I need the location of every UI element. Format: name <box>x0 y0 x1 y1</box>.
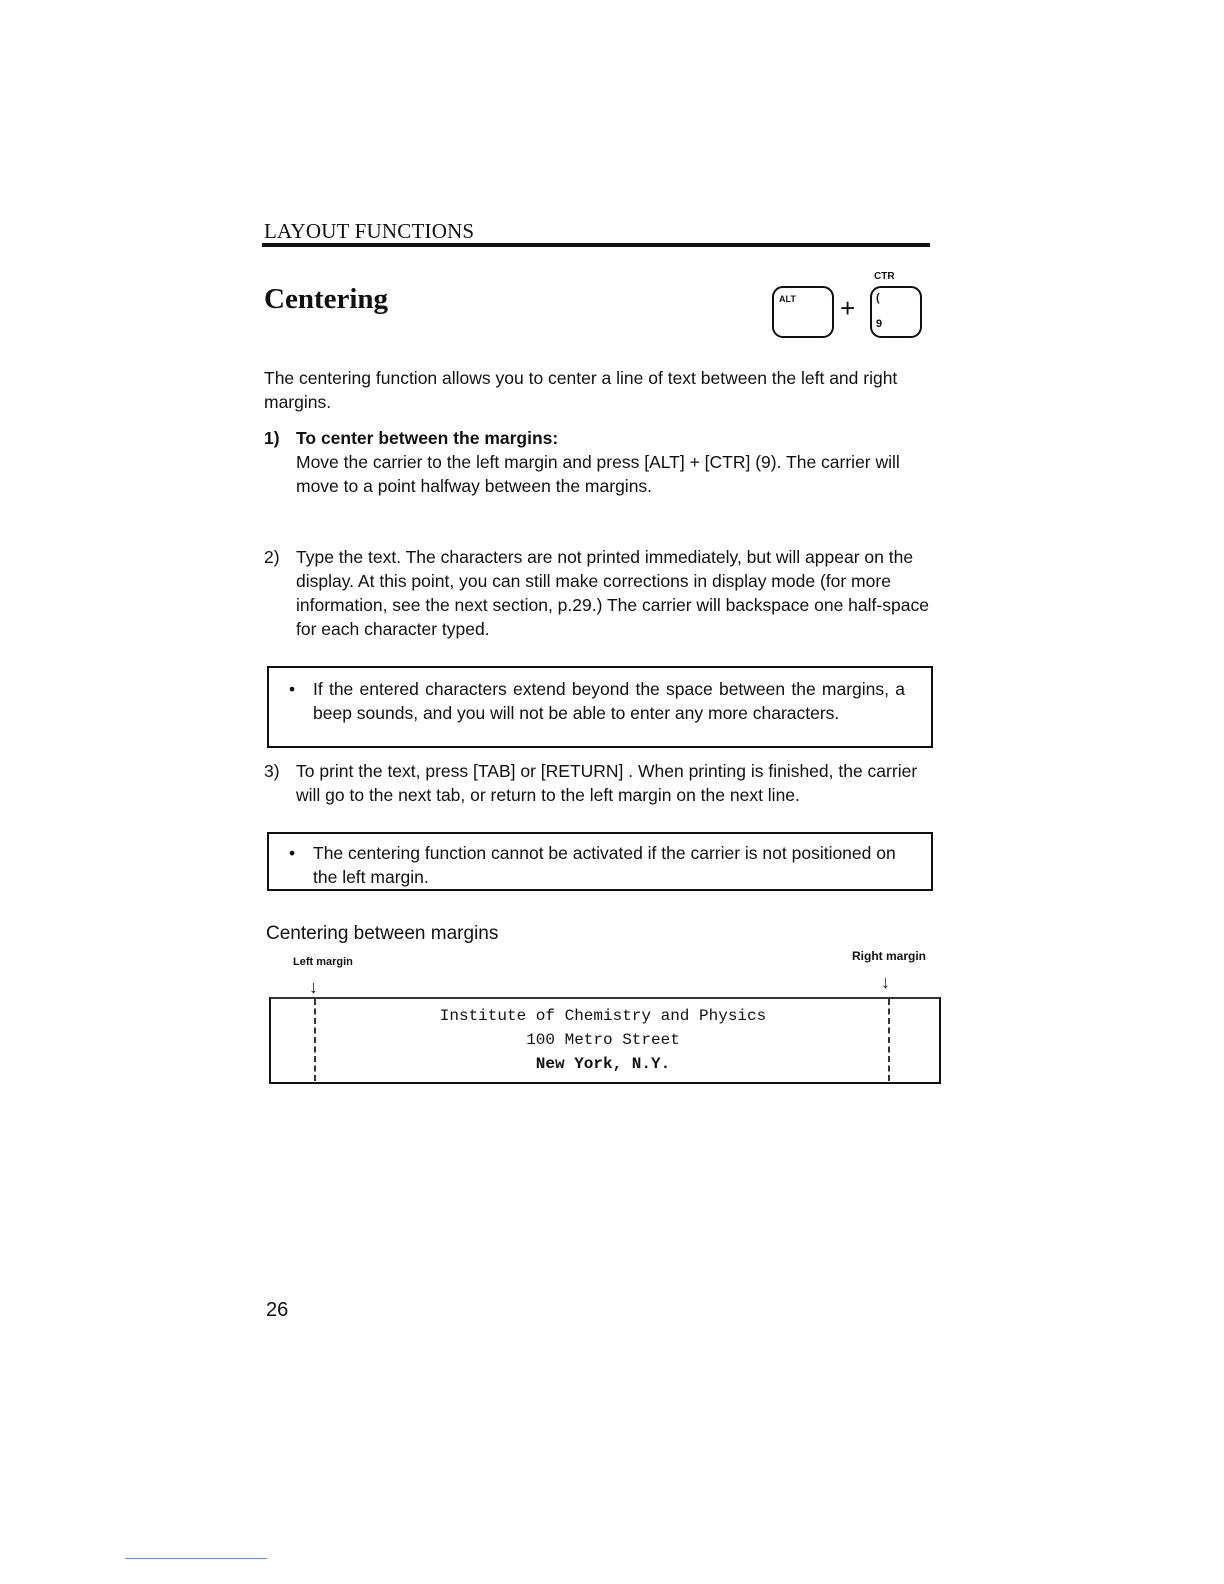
page-number: 26 <box>266 1299 289 1321</box>
step-1-body: Move the carrier to the left margin and press [ALT] + [CTR] (9). The carrier will move to a point halfway between the margins. <box>296 452 900 496</box>
step-1-number: 1) <box>264 428 280 448</box>
diagram-title: Centering between margins <box>266 923 499 944</box>
intro-paragraph: The centering function allows you to center a line of text between the left and right margins. <box>264 368 898 412</box>
step-3-body: To print the text, press [TAB] or [RETURN] . When printing is finished, the carrier will go to the next tab, or return to the left margin on the next line. <box>296 761 918 805</box>
note-1-text: If the entered characters extend beyond the space between the margins, a beep sounds, and you will not be able to enter any more characters. <box>313 679 905 723</box>
note-2-text: The centering function cannot be activated if the carrier is not positioned on the left margin. <box>313 843 896 887</box>
ctr-caption: CTR <box>874 271 895 282</box>
note-2 <box>291 841 905 889</box>
left-margin-label: Left margin <box>293 956 353 968</box>
step-2-body: Type the text. The characters are not printed immediately, but will appear on the display. At this point, you can still make corrections in display mode (for more information, see the next section, p.29.) The carrier will backspace one half-space for each character typed. <box>296 547 929 639</box>
typed-line-1: Institute of Chemistry and Physics <box>439 1007 767 1025</box>
ctr-key-top-label: ( <box>876 292 880 304</box>
footer-rule <box>125 1558 267 1559</box>
left-margin-arrow-icon: ↓ <box>309 977 318 997</box>
step-1-heading: To center between the margins: <box>296 428 559 448</box>
alt-key-label: ALT <box>779 294 796 304</box>
ctr-key-bottom-label: 9 <box>876 318 883 330</box>
step-2-number: 2) <box>264 547 280 567</box>
right-margin-label: Right margin <box>852 949 926 963</box>
bullet-icon: • <box>289 843 296 863</box>
typed-line-3: New York, N.Y. <box>535 1055 671 1073</box>
typed-line-2: 100 Metro Street <box>526 1031 680 1049</box>
header-rule <box>262 243 930 247</box>
note-1 <box>291 677 905 725</box>
right-margin-arrow-icon: ↓ <box>881 972 890 992</box>
page-title: Centering <box>264 283 389 315</box>
step-3-number: 3) <box>264 761 280 781</box>
section-header: LAYOUT FUNCTIONS <box>264 219 475 243</box>
plus-sign: + <box>840 293 856 323</box>
bullet-icon: • <box>289 679 296 699</box>
